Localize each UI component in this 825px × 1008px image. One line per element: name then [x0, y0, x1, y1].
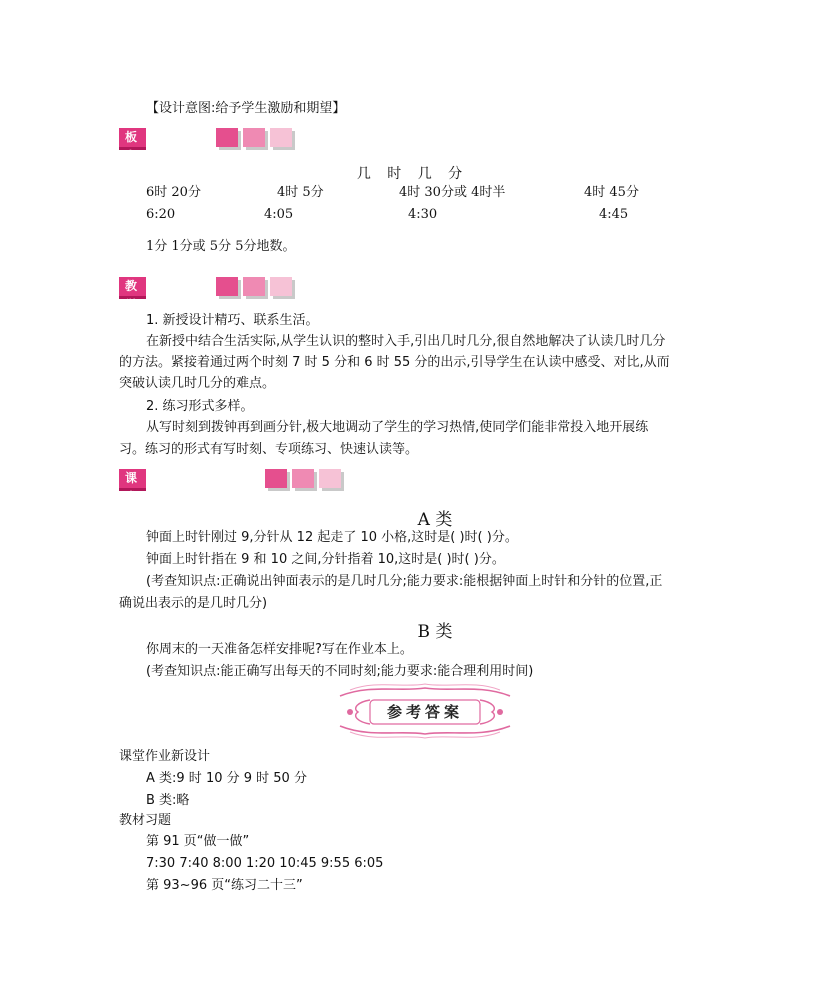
section-title: 课堂作业新设计 — [119, 469, 146, 491]
board-digital-2: 4:05 — [264, 207, 294, 222]
homework-a-line: 确说出表示的是几时几分) — [119, 596, 268, 611]
reflection-line: 2. 练习形式多样。 — [146, 399, 254, 414]
decor-square — [243, 277, 265, 296]
board-time-4: 4时 45分 — [584, 185, 639, 200]
reflection-line: 从写时刻到拨钟再到画分针,极大地调动了学生的学习热情,使同学们能非常投入地开展练 — [146, 420, 649, 435]
reflection-line: 1. 新授设计精巧、联系生活。 — [146, 313, 319, 328]
decor-square — [265, 469, 287, 488]
board-digital-1: 6:20 — [146, 207, 176, 222]
homework-a-line: 钟面上时针指在 9 和 10 之间,分针指着 10,这时是( )时( )分。 — [146, 552, 505, 567]
decor-square — [270, 277, 292, 296]
board-time-1: 6时 20分 — [146, 185, 201, 200]
answer-line: 第 93~96 页“练习二十三” — [146, 878, 303, 893]
board-counting-note: 1分 1分或 5分 5分地数。 — [146, 239, 296, 254]
decor-square — [243, 128, 265, 147]
board-time-2: 4时 5分 — [277, 185, 324, 200]
reflection-line: 在新授中结合生活实际,从学生认识的整时入手,引出几时几分,很自然地解决了认读几时几分 — [146, 334, 666, 349]
design-intent: 【设计意图:给予学生激励和期望】 — [146, 101, 346, 116]
answer-line: B 类:略 — [146, 793, 190, 808]
decor-square — [292, 469, 314, 488]
answer-line: 课堂作业新设计 — [119, 749, 211, 764]
answer-line: 教材习题 — [119, 813, 172, 828]
reflection-line: 的方法。紧接着通过两个时刻 7 时 5 分和 6 时 55 分的出示,引导学生在认读中感受、对比,从而 — [119, 355, 670, 370]
board-digital-4: 4:45 — [599, 207, 629, 222]
answer-title: 参考答案 — [386, 703, 463, 721]
decor-square — [270, 128, 292, 147]
board-title: 几 时 几 分 — [356, 166, 469, 182]
answer-line: A 类:9 时 10 分 9 时 50 分 — [146, 771, 307, 786]
decor-square — [319, 469, 341, 488]
decor-square — [216, 277, 238, 296]
category-a-title: A 类 — [417, 510, 453, 530]
answer-line: 第 91 页“做一做” — [146, 834, 250, 849]
section-title: 板书设计 — [119, 128, 146, 150]
answer-line: 7:30 7:40 8:00 1:20 10:45 9:55 6:05 — [146, 856, 384, 871]
board-time-3: 4时 30分或 4时半 — [399, 185, 506, 200]
answer-banner — [330, 682, 520, 740]
section-title: 教学反思 — [119, 277, 146, 299]
homework-b-line: (考查知识点:能正确写出每天的不同时刻;能力要求:能合理利用时间) — [146, 664, 534, 679]
decor-square — [216, 128, 238, 147]
reflection-line: 突破认读几时几分的难点。 — [119, 376, 276, 391]
board-digital-3: 4:30 — [408, 207, 438, 222]
homework-b-line: 你周末的一天准备怎样安排呢?写在作业本上。 — [146, 642, 413, 657]
homework-a-line: 钟面上时针刚过 9,分针从 12 起走了 10 小格,这时是( )时( )分。 — [146, 530, 518, 545]
reflection-line: 习。练习的形式有写时刻、专项练习、快速认读等。 — [119, 442, 419, 457]
category-b-title: B 类 — [417, 622, 453, 642]
homework-a-line: (考查知识点:正确说出钟面表示的是几时几分;能力要求:能根据钟面上时针和分针的位置,正 — [146, 574, 663, 589]
